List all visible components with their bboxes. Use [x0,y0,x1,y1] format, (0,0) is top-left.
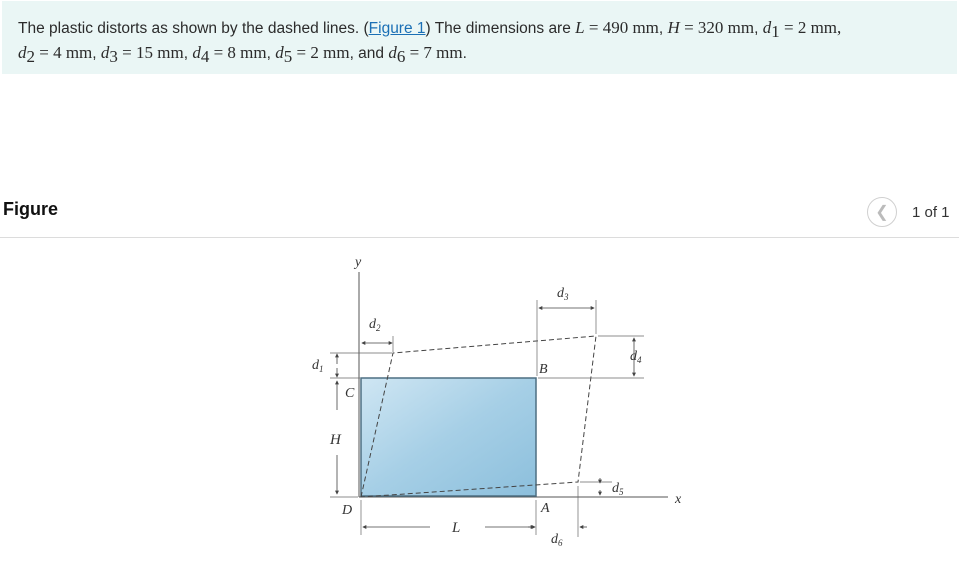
y-axis-label: y [355,255,362,270]
problem-statement: The plastic distorts as shown by the dashed lines. (Figure 1) The dimensions are L = 490 mm, H = 320 mm, $d_1 = 2$ mm, $d_2 = 4$ mm, $d_3 = 15$ mm, $d_4 = 8$ mm, $d_5 = 2$ mm, and $d_6 = 7$ mm. [2,1,957,74]
figure-pager: 1 of 1 [912,204,950,221]
val-d6: = 7 mm [405,43,463,63]
sub-d1: 1 [771,22,780,42]
var-d1: d [762,18,772,37]
d5-label: $d_5$ [612,481,624,497]
sub-d2: 2 [26,47,35,67]
var-d6: d [388,43,397,63]
val-d5: = 2 mm [292,43,350,63]
d3-label: $d_3$ [557,286,569,302]
undeformed-plate [361,378,536,496]
point-c-label: C [345,386,355,401]
x-axis-label: x [675,492,682,507]
var-d2: d [18,43,27,63]
point-b-label: B [539,362,548,377]
sub-d6: 6 [396,47,406,67]
intro-text: The plastic distorts as shown by the dashed lines. ( [18,20,369,37]
val-L: = 490 mm [584,18,659,37]
sub-d3: 3 [109,47,118,67]
d4-label: $d_4$ [630,349,642,365]
val-d3: = 15 mm [117,43,184,63]
point-d-label: D [342,503,353,518]
figure-header [0,195,959,238]
deformation-diagram [0,238,959,574]
sub-d4: 4 [200,47,210,67]
after-link-text: ) The dimensions are [425,20,576,37]
figure-title: Figure [3,199,59,219]
point-a-label: A [541,501,550,516]
sub-d5: 5 [283,47,293,67]
val-d2: = 4 mm [35,43,93,63]
val-H: = 320 mm [679,18,755,37]
l-label: L [452,520,461,536]
var-d3: d [100,43,110,63]
var-d4: d [192,43,201,63]
var-L: L [575,18,585,37]
val-d1: = 2 mm, [779,18,842,37]
var-H: H [667,18,680,37]
var-d5: d [275,43,284,63]
h-label: H [330,432,341,448]
d1-label: $d_1$ [312,358,324,374]
end-text: . [462,45,467,63]
prev-figure-button[interactable] [867,197,897,227]
figure-link[interactable]: Figure 1 [368,20,426,37]
d2-label: $d_2$ [369,317,381,333]
and-text: , and [349,45,389,63]
val-d4: = 8 mm [209,43,267,63]
d6-label: $d_6$ [551,532,563,548]
chevron-left-icon: ❮ [875,204,889,221]
